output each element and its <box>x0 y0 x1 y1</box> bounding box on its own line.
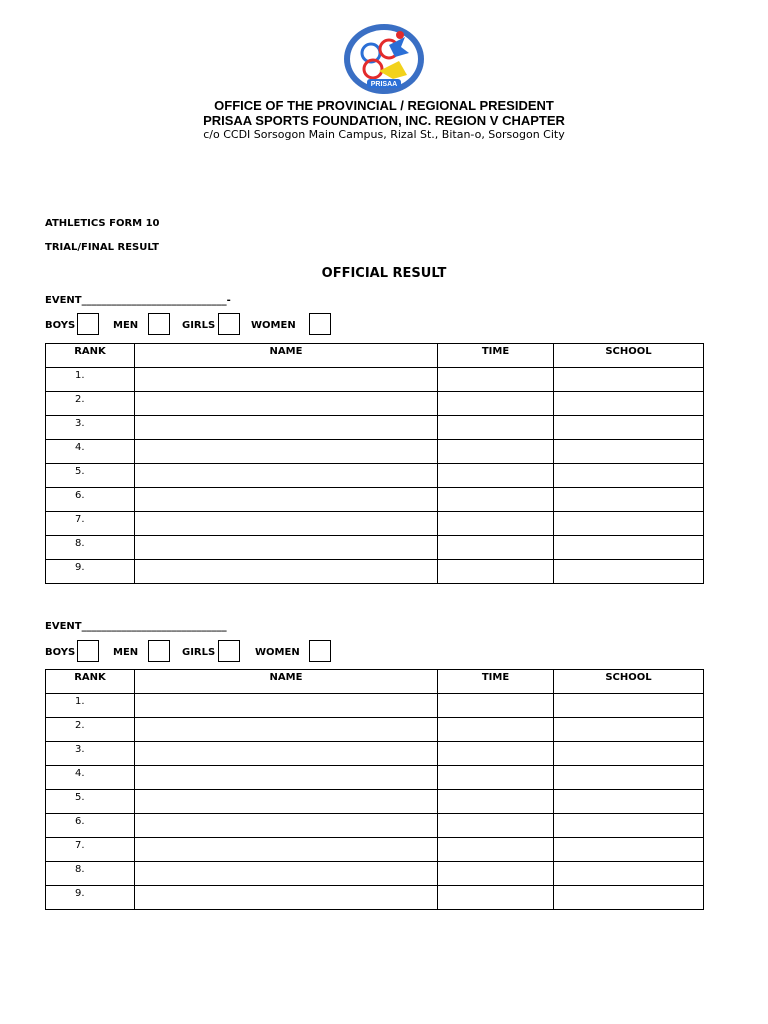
name-cell[interactable] <box>135 718 438 742</box>
time-cell[interactable] <box>438 886 554 910</box>
table-row <box>46 862 704 886</box>
table-row <box>46 742 704 766</box>
time-cell[interactable] <box>438 862 554 886</box>
time-cell[interactable] <box>438 838 554 862</box>
table-row <box>46 694 704 718</box>
checkbox-boys[interactable] <box>77 640 99 662</box>
rank-cell: 8. <box>46 536 135 560</box>
rank-cell: 9. <box>46 886 135 910</box>
table-row <box>46 766 704 790</box>
time-cell[interactable] <box>438 512 554 536</box>
checkbox-women[interactable] <box>309 313 331 335</box>
time-cell[interactable] <box>438 368 554 392</box>
rank-cell: 1. <box>46 368 135 392</box>
name-cell[interactable] <box>135 440 438 464</box>
school-cell[interactable] <box>554 440 704 464</box>
category-label-men: MEN <box>113 320 139 331</box>
rank-cell: 5. <box>46 790 135 814</box>
school-cell[interactable] <box>554 742 704 766</box>
name-cell[interactable] <box>135 392 438 416</box>
time-cell[interactable] <box>438 718 554 742</box>
school-cell[interactable] <box>554 512 704 536</box>
category-row <box>45 640 365 664</box>
form-number: ATHLETICS FORM 10 <box>45 218 160 229</box>
school-cell[interactable] <box>554 838 704 862</box>
table-row <box>46 464 704 488</box>
rank-cell: 7. <box>46 512 135 536</box>
category-label-girls: GIRLS <box>182 320 216 331</box>
rank-cell: 2. <box>46 392 135 416</box>
school-cell[interactable] <box>554 464 704 488</box>
column-header-time: TIME <box>438 670 554 694</box>
school-cell[interactable] <box>554 416 704 440</box>
page-title: OFFICIAL RESULT <box>321 266 447 281</box>
name-cell[interactable] <box>135 790 438 814</box>
table-row <box>46 392 704 416</box>
rank-cell: 7. <box>46 838 135 862</box>
category-label-women: WOMEN <box>255 647 300 658</box>
time-cell[interactable] <box>438 464 554 488</box>
time-cell[interactable] <box>438 766 554 790</box>
name-cell[interactable] <box>135 368 438 392</box>
checkbox-girls[interactable] <box>218 313 240 335</box>
event-field[interactable]: EVENT_____________________________- <box>45 295 231 306</box>
result-table <box>45 343 704 584</box>
school-cell[interactable] <box>554 814 704 838</box>
table-row <box>46 440 704 464</box>
category-row <box>45 313 365 337</box>
school-cell[interactable] <box>554 718 704 742</box>
rank-cell: 4. <box>46 766 135 790</box>
column-header-school: SCHOOL <box>554 344 704 368</box>
event-field[interactable]: EVENT_____________________________ <box>45 621 227 632</box>
rank-cell: 1. <box>46 694 135 718</box>
category-label-boys: BOYS <box>45 647 76 658</box>
name-cell[interactable] <box>135 512 438 536</box>
rank-cell: 4. <box>46 440 135 464</box>
school-cell[interactable] <box>554 790 704 814</box>
column-header-school: SCHOOL <box>554 670 704 694</box>
table-header-row <box>46 670 704 694</box>
school-cell[interactable] <box>554 536 704 560</box>
name-cell[interactable] <box>135 886 438 910</box>
category-label-men: MEN <box>113 647 139 658</box>
category-label-women: WOMEN <box>251 320 296 331</box>
checkbox-women[interactable] <box>309 640 331 662</box>
prisaa-logo <box>343 23 425 95</box>
rank-cell: 3. <box>46 416 135 440</box>
time-cell[interactable] <box>438 790 554 814</box>
time-cell[interactable] <box>438 560 554 584</box>
table-row <box>46 536 704 560</box>
column-header-rank: RANK <box>46 344 135 368</box>
office-title: OFFICE OF THE PROVINCIAL / REGIONAL PRESIDENT <box>214 98 554 113</box>
time-cell[interactable] <box>438 742 554 766</box>
table-header-row <box>46 344 704 368</box>
school-cell[interactable] <box>554 862 704 886</box>
time-cell[interactable] <box>438 814 554 838</box>
table-row <box>46 368 704 392</box>
time-cell[interactable] <box>438 416 554 440</box>
rank-cell: 9. <box>46 560 135 584</box>
time-cell[interactable] <box>438 440 554 464</box>
name-cell[interactable] <box>135 814 438 838</box>
school-cell[interactable] <box>554 560 704 584</box>
table-row <box>46 718 704 742</box>
checkbox-men[interactable] <box>148 640 170 662</box>
table-row <box>46 790 704 814</box>
rank-cell: 2. <box>46 718 135 742</box>
name-cell[interactable] <box>135 464 438 488</box>
name-cell[interactable] <box>135 536 438 560</box>
rank-cell: 6. <box>46 488 135 512</box>
table-row <box>46 512 704 536</box>
school-cell[interactable] <box>554 694 704 718</box>
column-header-time: TIME <box>438 344 554 368</box>
table-row <box>46 814 704 838</box>
result-table <box>45 669 704 910</box>
school-cell[interactable] <box>554 488 704 512</box>
name-cell[interactable] <box>135 488 438 512</box>
category-label-boys: BOYS <box>45 320 76 331</box>
column-header-name: NAME <box>135 670 438 694</box>
checkbox-girls[interactable] <box>218 640 240 662</box>
column-header-name: NAME <box>135 344 438 368</box>
name-cell[interactable] <box>135 766 438 790</box>
checkbox-boys[interactable] <box>77 313 99 335</box>
time-cell[interactable] <box>438 694 554 718</box>
foundation-title: PRISAA SPORTS FOUNDATION, INC. REGION V CHAPTER <box>203 113 565 128</box>
name-cell[interactable] <box>135 560 438 584</box>
time-cell[interactable] <box>438 392 554 416</box>
time-cell[interactable] <box>438 536 554 560</box>
table-row <box>46 560 704 584</box>
logo-text: PRISAA <box>370 81 398 88</box>
result-type: TRIAL/FINAL RESULT <box>45 242 159 253</box>
table-row <box>46 416 704 440</box>
address-line: c/o CCDI Sorsogon Main Campus, Rizal St., Bitan-o, Sorsogon City <box>203 128 565 141</box>
rank-cell: 8. <box>46 862 135 886</box>
name-cell[interactable] <box>135 742 438 766</box>
column-header-rank: RANK <box>46 670 135 694</box>
time-cell[interactable] <box>438 488 554 512</box>
school-cell[interactable] <box>554 392 704 416</box>
name-cell[interactable] <box>135 694 438 718</box>
name-cell[interactable] <box>135 416 438 440</box>
checkbox-men[interactable] <box>148 313 170 335</box>
category-label-girls: GIRLS <box>182 647 216 658</box>
table-row <box>46 886 704 910</box>
rank-cell: 6. <box>46 814 135 838</box>
table-row <box>46 488 704 512</box>
school-cell[interactable] <box>554 368 704 392</box>
name-cell[interactable] <box>135 838 438 862</box>
school-cell[interactable] <box>554 766 704 790</box>
name-cell[interactable] <box>135 862 438 886</box>
table-row <box>46 838 704 862</box>
rank-cell: 5. <box>46 464 135 488</box>
rank-cell: 3. <box>46 742 135 766</box>
school-cell[interactable] <box>554 886 704 910</box>
